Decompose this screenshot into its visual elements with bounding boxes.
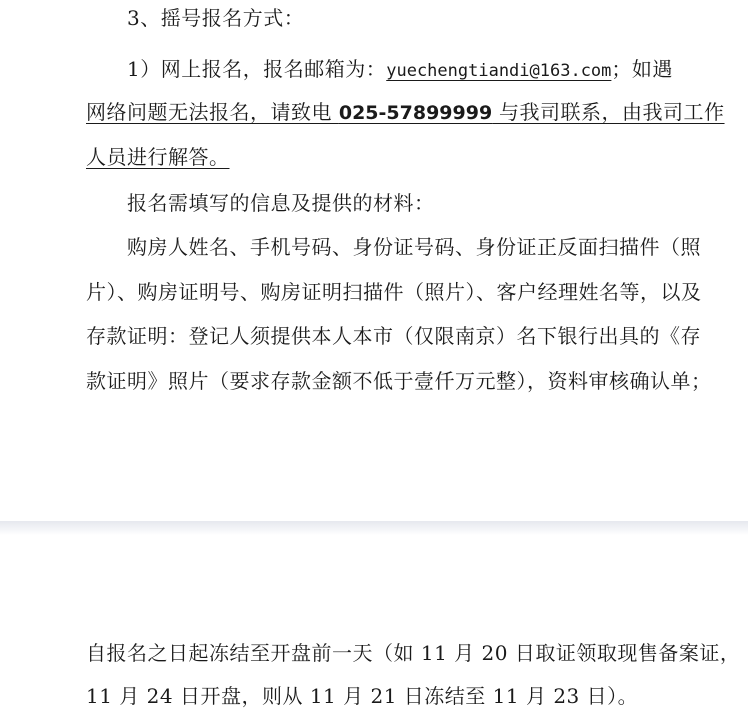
section-heading: 3、摇号报名方式： [127,6,305,30]
online-registration-line-3: 人员进行解答。 [86,145,230,169]
contact-phone-number: 025-57899999 [338,102,493,124]
materials-line-3: 存款证明：登记人须提供本人本市（仅限南京）名下银行出具的《存 [86,324,701,348]
online-registration-after-email: ；如遇 [611,57,673,81]
freeze-period-line-1: 自报名之日起冻结至开盘前一天（如 11 月 20 日取证领取现售备案证， [86,641,741,665]
online-registration-line-1 [127,55,673,85]
online-registration-line-2 [86,98,725,127]
materials-line-2: 片）、购房证明号、购房证明扫描件（照片）、客户经理姓名等，以及 [86,280,702,304]
online-registration-line-2-b: 与我司联系，由我司工作 [492,100,725,124]
document-page-lower [0,535,748,715]
registration-email-link[interactable]: yuechengtiandi@163.com [386,61,612,81]
materials-line-1: 购房人姓名、手机号码、身份证号码、身份证正反面扫描件（照 [127,235,701,259]
materials-heading: 报名需填写的信息及提供的材料： [127,191,435,215]
online-registration-intro: 1）网上报名，报名邮箱为： [127,57,387,81]
materials-line-4: 款证明》照片（要求存款金额不低于壹仟万元整），资料审核确认单； [86,369,712,393]
freeze-period-line-2: 11 月 24 日开盘，则从 11 月 21 日冻结至 11 月 23 日）。 [86,684,639,708]
online-registration-line-2-a: 网络问题无法报名，请致电 [86,100,339,124]
page-break-shadow [0,521,748,535]
